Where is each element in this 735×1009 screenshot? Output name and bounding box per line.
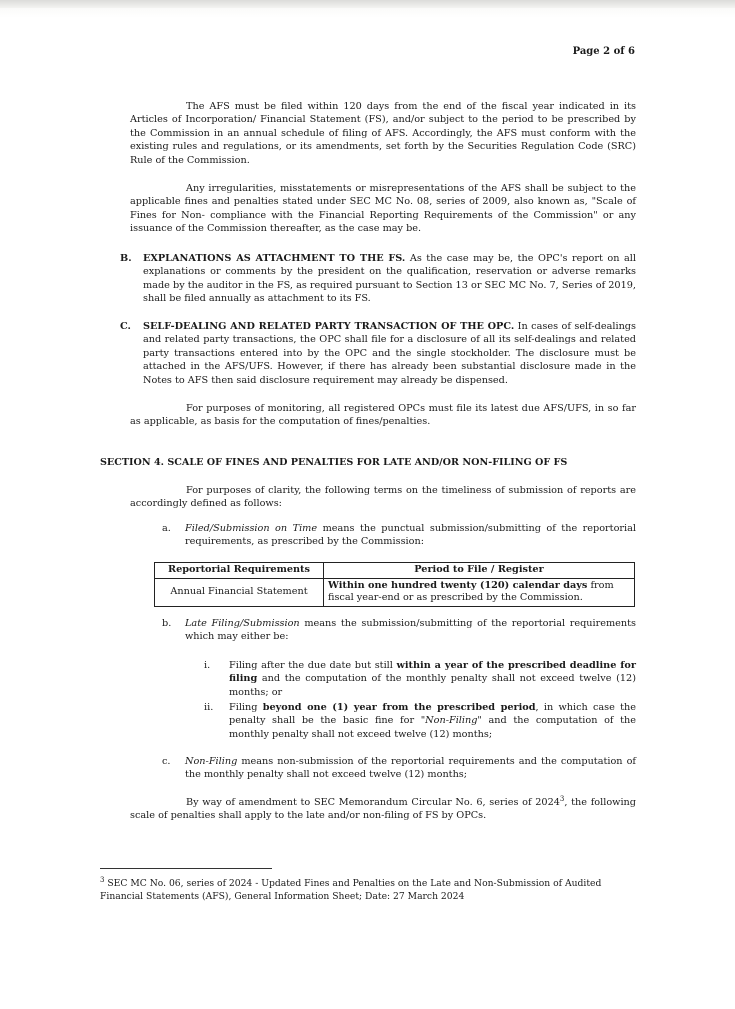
table-row <box>155 578 635 606</box>
paragraph-clarity: For purposes of clarity, the following terms on the timeliness of submission of reports are accordingly defined as follows: <box>130 485 636 510</box>
item-b-heading: EXPLANATIONS AS ATTACHMENT TO THE FS. <box>143 253 406 264</box>
definition-c-term: Non-Filing <box>185 756 238 767</box>
sub-item-ii-italic: "Non-Filing" <box>420 715 482 727</box>
item-b-text: As the case may be, the OPC's report on all explanations or comments by the president on the qualification, reservation or adverse remarks made by the auditor in the FS, as required pursuant to Section 13 or SEC MC No. 7, Series of 2019, shall be filed annually as attachment to its FS. <box>143 253 636 305</box>
item-c-heading: SELF-DEALING AND RELATED PARTY TRANSACTION OF THE OPC. <box>143 321 515 332</box>
sub-item-i-body <box>229 659 636 699</box>
paragraph-afs-filing: The AFS must be filed within 120 days from the end of the fiscal year indicated in its Articles of Incorporation/ Financial Statement (FS), and/or subject to the period to be prescribed by the Commission in an annual schedule of filing of AFS. Accordingly, the AFS must conform with the existing rules and regulations, or its amendments, set forth by the Securities Regulation Code (SRC) Rule of the Commission. <box>130 101 636 166</box>
table-header-period: Period to File / Register <box>324 563 635 579</box>
item-c-text: In cases of self-dealings and related party transactions, the OPC shall file for a disclosure of all its self-dealings and related party transactions entered into by the OPC and the single stockholder. The disclosure must be attached in the AFS/UFS. However, if there has already been substantial disclosure made in the Notes to AFS then said disclosure requirement may already be dispensed. <box>143 321 636 386</box>
reportorial-requirements-table <box>154 562 635 607</box>
definition-a <box>162 522 636 549</box>
sub-item-ii-bold: beyond one (1) year from the prescribed period <box>262 702 536 713</box>
definition-b <box>162 617 636 644</box>
sub-item-ii-mid: , in which case the penalty shall be the basic fine for <box>229 702 636 727</box>
paragraph-amendment-a: By way of amendment to SEC Memorandum Circular No. 6, series of 2024 <box>186 797 560 808</box>
definition-c <box>162 755 636 782</box>
footnote-mark: 3 <box>100 875 105 884</box>
paragraph-monitoring: For purposes of monitoring, all registered OPCs must file its latest due AFS/UFS, in so far as applicable, as basis for the computation of fines/penalties. <box>130 403 636 428</box>
definition-b-body <box>185 617 636 644</box>
table-cell-requirement: Annual Financial Statement <box>155 578 324 606</box>
table-cell-period <box>324 578 635 606</box>
section-4-heading: SECTION 4. SCALE OF FINES AND PENALTIES FOR LATE AND/OR NON-FILING OF FS <box>100 457 568 468</box>
definition-a-term: Filed/Submission on Time <box>185 523 318 534</box>
sub-item-ii-body <box>229 701 636 741</box>
item-c <box>116 320 636 387</box>
table-cell-period-rest: from fiscal year-end or as prescribed by the Commission. <box>328 579 614 604</box>
sub-item-i-post: and the computation of the monthly penalty shall not exceed twelve (12) months; or <box>229 673 636 698</box>
definition-b-text: means the submission/submitting of the reportorial requirements which may either be: <box>185 618 637 643</box>
footnote <box>100 875 630 903</box>
item-c-letter: C. <box>120 321 131 332</box>
table-header-requirements: Reportorial Requirements <box>155 563 324 579</box>
sub-item-i <box>198 659 636 699</box>
definition-a-body <box>185 522 636 549</box>
paragraph-amendment-b: , the following scale of penalties shall apply to the late and/or non-filing of FS by OPCs. <box>130 797 636 822</box>
item-b-body <box>143 252 636 306</box>
sub-item-ii-pre: Filing <box>229 702 263 713</box>
item-b <box>116 252 636 306</box>
item-b-letter: B. <box>120 253 132 264</box>
sub-item-ii-letter: ii. <box>204 702 214 713</box>
sub-item-ii-post: and the computation of the monthly penalty shall not exceed twelve (12) months; <box>229 715 636 740</box>
definition-a-letter: a. <box>162 523 171 534</box>
footnote-text: SEC MC No. 06, series of 2024 - Updated Fines and Penalties on the Late and Non-Submission of Audited Financial Statements (AFS), General Information Sheet; Date: 27 March 2024 <box>100 878 602 902</box>
footnote-divider <box>100 868 272 869</box>
scan-edge <box>0 0 735 8</box>
paragraph-irregularities: Any irregularities, misstatements or misrepresentations of the AFS shall be subject to the applicable fines and penalties stated under SEC MC No. 08, series of 2009, also known as, "Scale of Fines for Non- compliance with the Financial Reporting Requirements of the Commission" or any issuance of the Commission thereafter, as the case may be. <box>130 183 636 235</box>
item-c-body <box>143 320 636 387</box>
sub-item-ii <box>198 701 636 741</box>
sub-item-i-pre: Filing after the due date but still <box>229 660 397 671</box>
definition-c-body <box>185 755 636 782</box>
definition-c-letter: c. <box>162 756 171 767</box>
sub-item-i-letter: i. <box>204 660 211 671</box>
definition-b-term: Late Filing/Submission <box>185 618 300 629</box>
definition-c-text: means non-submission of the reportorial requirements and the computation of the monthly penalty shall not exceed twelve (12) months; <box>185 756 636 781</box>
definition-b-letter: b. <box>162 618 172 629</box>
footnote-reference: 3 <box>559 794 565 803</box>
table-header-row <box>155 563 635 579</box>
paragraph-amendment <box>130 796 636 823</box>
definition-a-text: means the punctual submission/submitting of the reportorial requirements, as prescribed by the Commission: <box>185 523 636 548</box>
page-number: Page 2 of 6 <box>572 46 635 57</box>
table-cell-period-bold: Within one hundred twenty (120) calendar days <box>328 579 588 591</box>
sub-item-i-bold: within a year of the prescribed deadline for filing <box>229 660 637 685</box>
